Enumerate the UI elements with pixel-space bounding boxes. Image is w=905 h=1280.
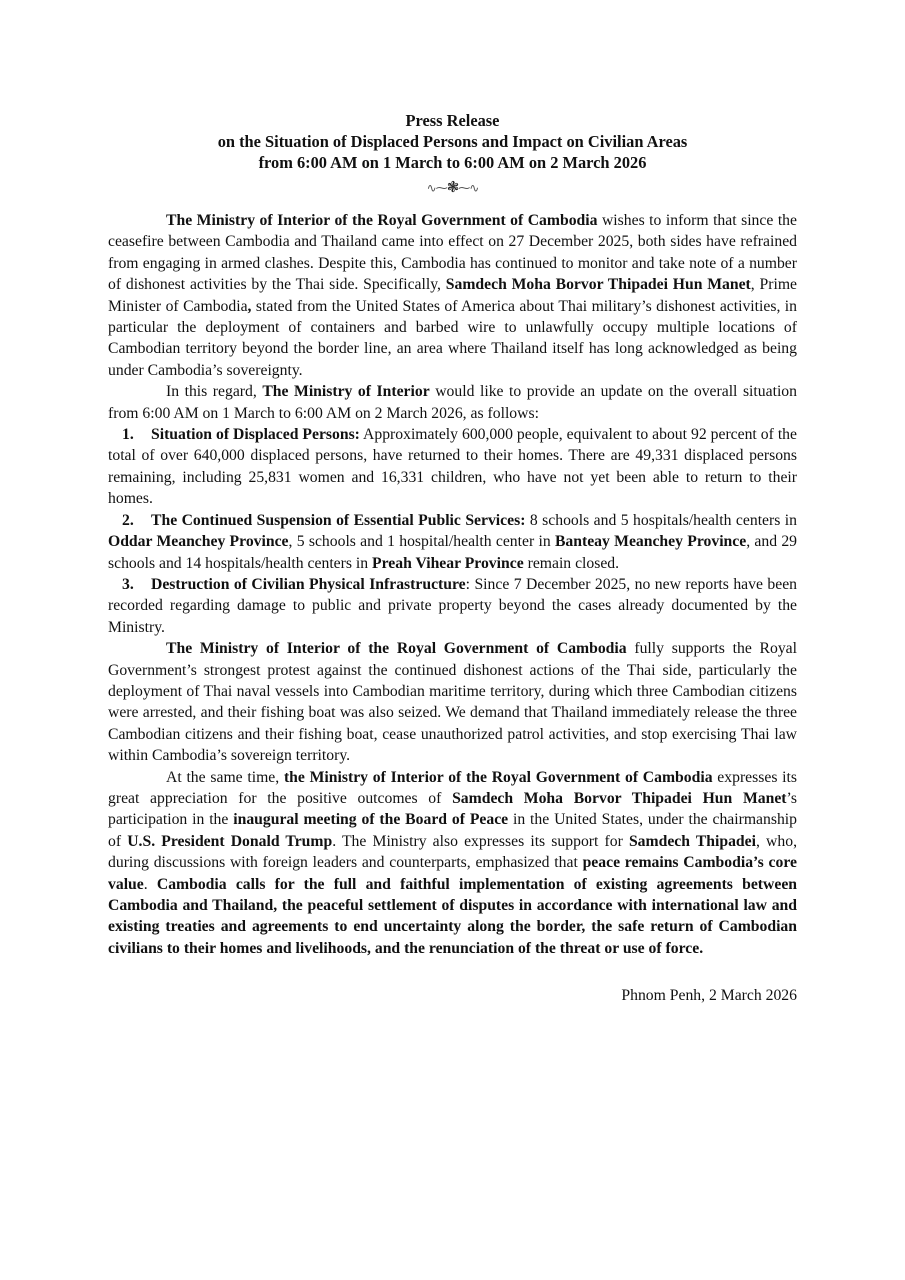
intro-paragraph — [108, 210, 797, 381]
update-ministry-name: The Ministry of Interior — [262, 383, 430, 401]
ministry-name: The Ministry of Interior of the Royal Government of Cambodia — [166, 212, 598, 229]
province-banteay-meanchey: Banteay Meanchey Province — [554, 533, 747, 551]
protest-text: fully supports the Royal Government’s strongest protest against the continued dishonest actions of the Thai side, particularly the deployment of Thai naval vessels into Cambodian maritime territory, during which three Cambodian citizens were arrested, and their fishing boat was also seized. We demand that Thailand immediately release the three Cambodian citizens and their fishing boat, cease unauthorized patrol activities, and stop exercising Thai law within Cambodia’s sovereign territory. — [108, 640, 797, 765]
document-subtitle-line-2: from 6:00 AM on 1 March to 6:00 AM on 2 March 2026 — [258, 153, 647, 172]
list-item-text: remain closed. — [523, 554, 620, 572]
list-item-displaced-persons — [108, 424, 797, 510]
list-item-number: 2. — [122, 511, 134, 529]
intro-text-3: stated from the United States of America about Thai military’s dishonest activities, in particular the deployment of containers and barbed wire to unlawfully occupy multiple locations of Cambodian territory beyond the border line, an area where Thailand itself has long acknowledged as being under Cambodia’s sovereignty. — [108, 297, 797, 379]
list-item-number: 1. — [122, 426, 134, 444]
list-item-heading: Situation of Displaced Persons: — [151, 426, 360, 444]
list-item-number: 3. — [122, 575, 134, 593]
intro-text-2: , Prime Minister of Cambodia — [108, 276, 798, 315]
core-value-statement: peace remains Cambodia’s core value — [108, 854, 797, 893]
prime-minister-name: Samdech Moha Borvor Thipadei Hun Manet — [452, 789, 787, 807]
ministry-name: The Ministry of Interior of the Royal Government of Cambodia — [166, 640, 627, 658]
appreciation-text: ’s participation in the — [108, 789, 797, 829]
appreciation-text: . — [143, 875, 157, 893]
document-subtitle-line-1: on the Situation of Displaced Persons and Impact on Civilian Areas — [217, 132, 688, 151]
intro-bold-comma: , — [247, 297, 252, 315]
list-item-public-services — [108, 510, 797, 574]
appreciation-text: , who, during discussions with foreign leaders and counterparts, emphasized that — [108, 832, 797, 872]
update-text-2: would like to provide an update on the overall situation from 6:00 AM on 1 March to 6:00 AM on 2 March 2026, as follows: — [108, 383, 797, 422]
us-president-name: U.S. President Donald Trump — [127, 832, 333, 850]
prime-minister-name: Samdech Moha Borvor Thipadei Hun Manet — [445, 276, 751, 294]
appreciation-text: At the same time, — [166, 768, 284, 786]
list-item-text: : Since 7 December 2025, no new reports have been recorded regarding damage to public and private property beyond the cases already documented by the Ministry. — [108, 575, 798, 636]
appreciation-text: expresses its great appreciation for the positive outcomes of — [108, 768, 798, 807]
list-item-text: 8 schools and 5 hospitals/health centers in — [525, 511, 797, 529]
press-release-page — [108, 110, 797, 1006]
province-oddar-meanchey: Oddar Meanchey Province — [108, 533, 289, 551]
list-item-heading: Destruction of Civilian Physical Infrastructure — [151, 575, 466, 593]
appreciation-text: . The Ministry also expresses its support for — [332, 832, 629, 850]
place-date-signoff: Phnom Penh, 2 March 2026 — [621, 987, 797, 1005]
flower-icon: ❃ — [446, 180, 459, 196]
document-body — [108, 210, 797, 959]
samdech-thipadei: Samdech Thipadei — [628, 832, 756, 850]
list-item-text: , and 29 schools and 14 hospitals/health centers in — [108, 533, 798, 572]
list-item-infrastructure — [108, 574, 797, 638]
intro-text-1: wishes to inform that since the ceasefire between Cambodia and Thailand came into effect on 27 December 2025, both sides have refrained from engaging in armed clashes. Despite this, Cambodia has continued to monitor and take note of a number of dishonest activities by the Thai side. Specifically, — [108, 212, 797, 294]
document-title: Press Release — [405, 111, 500, 130]
right-swirl-icon: ⁓∿ — [458, 181, 479, 195]
list-item-text: , 5 schools and 1 hospital/health center in — [288, 533, 555, 551]
update-text-1: In this regard, — [166, 383, 263, 401]
list-item-text: Approximately 600,000 people, equivalent to about 92 percent of the total of over 640,000 displaced persons, have returned to their homes. There are 49,331 displaced persons remaining, including 25,831 women and 16,331 children, who have not yet been able to return to their homes. — [108, 426, 797, 508]
province-preah-vihear: Preah Vihear Province — [372, 554, 524, 572]
update-paragraph — [108, 381, 797, 424]
cambodia-calls-statement: Cambodia calls for the full and faithful implementation of existing agreements between Cambodia and Thailand, the peaceful settlement of disputes in accordance with international law and existing treaties and agreements to end uncertainty along the border, the safe return of Cambodian civilians to their homes and livelihoods, and the renunciation of the threat or use of force. — [108, 875, 798, 957]
appreciation-paragraph — [108, 767, 797, 960]
left-swirl-icon: ∿⁓ — [426, 181, 447, 195]
board-of-peace-word: Peace — [469, 811, 509, 829]
ministry-name: the Ministry of Interior of the Royal Government of Cambodia — [283, 768, 713, 786]
protest-paragraph — [108, 638, 797, 766]
document-header — [108, 110, 797, 173]
appreciation-text: in the United States, under the chairmanship of — [108, 811, 798, 850]
list-item-heading: The Continued Suspension of Essential Public Services: — [151, 511, 526, 529]
board-of-peace-meeting: inaugural meeting of the Board of — [233, 811, 465, 829]
floral-ornament-icon — [108, 177, 797, 199]
